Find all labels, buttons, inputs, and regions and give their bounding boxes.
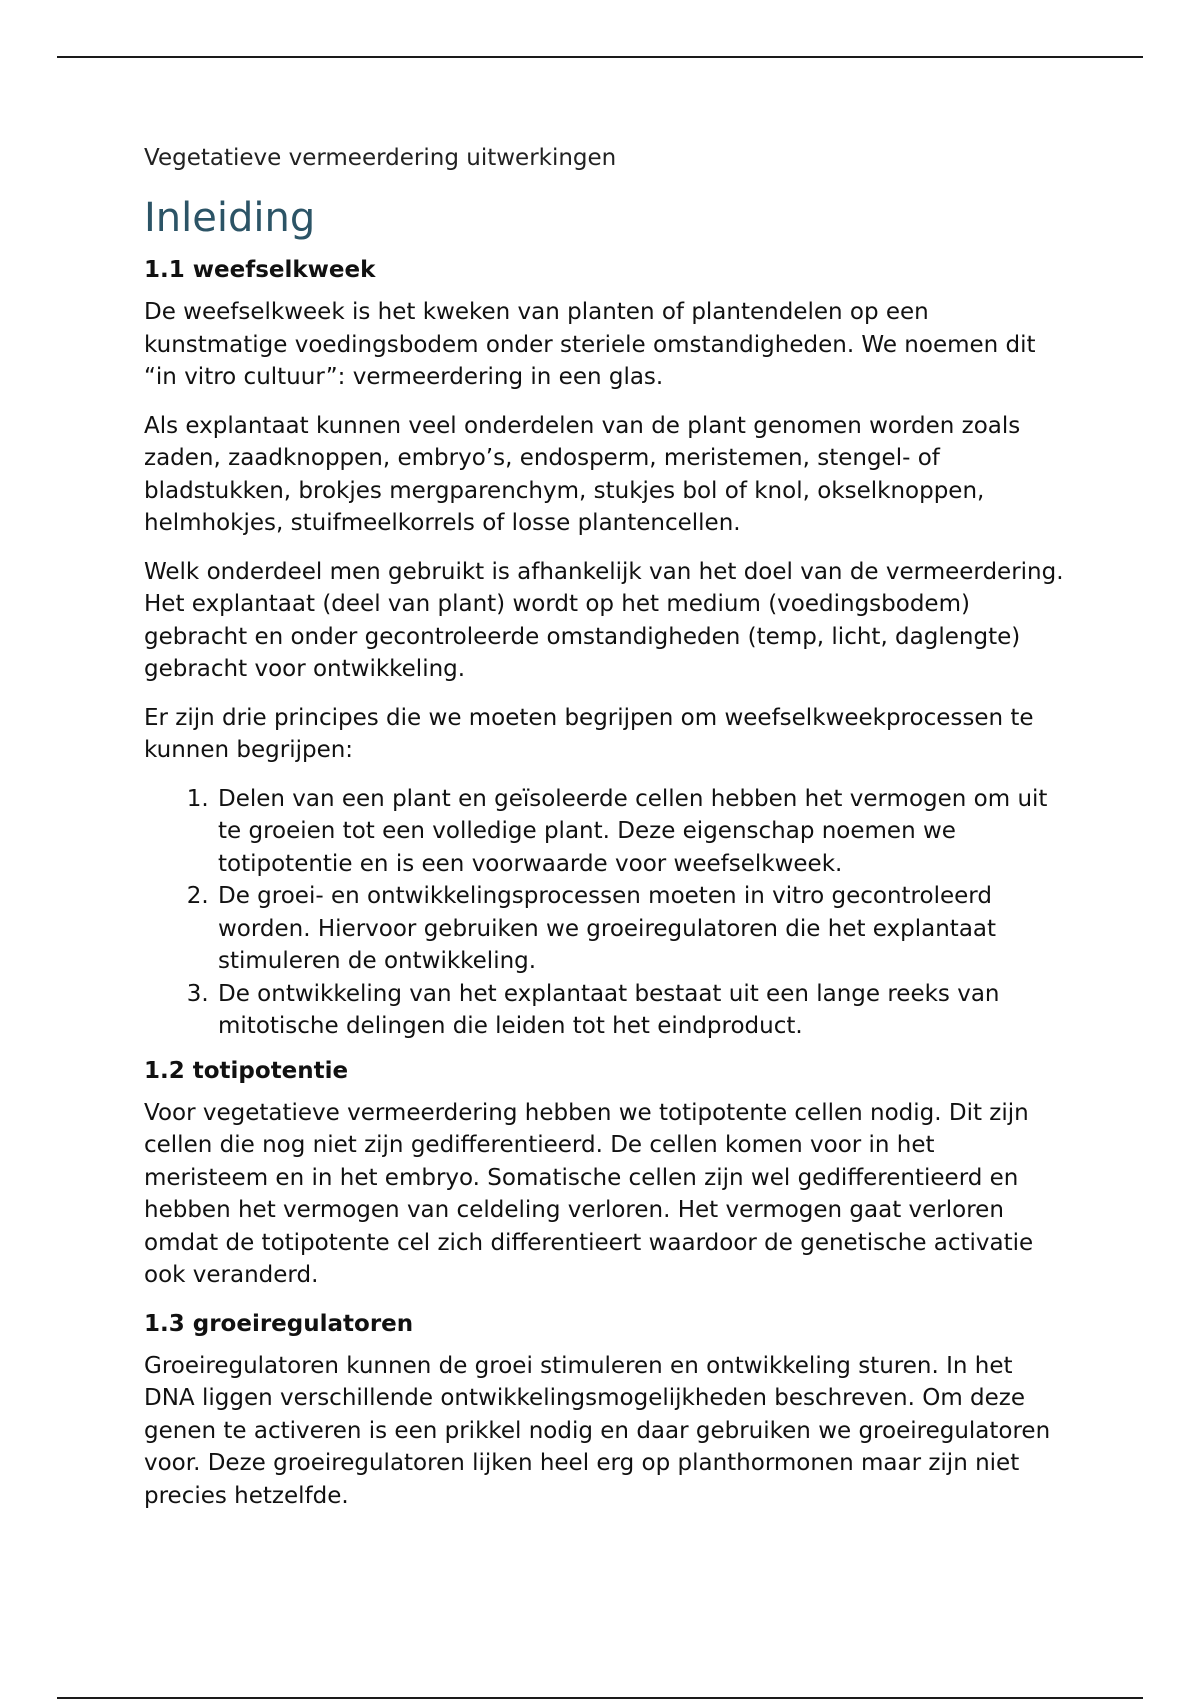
chapter-heading: Inleiding: [144, 195, 316, 241]
list-item: 2. De groei- en ontwikkelingsprocessen moeten in vitro gecontroleerd worden. Hiervoor gebruiken we groeiregulatoren die het explantaat stimuleren de ontwikkeling.: [216, 880, 1064, 978]
paragraph: Welk onderdeel men gebruikt is afhankelijk van het doel van de vermeerdering. Het explantaat (deel van plant) wordt op het medium (voedingsbodem) gebracht en onder gecontroleerde omstandigheden (temp, licht, daglengte) gebracht voor ontwikkeling.: [144, 558, 1064, 682]
section-title: 1.3 groeiregulatoren: [144, 1310, 414, 1337]
list-item: 1. Delen van een plant en geïsoleerde cellen hebben het vermogen om uit te groeien tot een volledige plant. Deze eigenschap noemen we totipotentie en is een voorwaarde voor weefselkweek.: [216, 783, 1064, 881]
footer-rule: [57, 1697, 1143, 1699]
paragraph: Voor vegetatieve vermeerdering hebben we totipotente cellen nodig. Dit zijn cellen die nog niet zijn gedifferentieerd. De cellen komen voor in het meristeem en in het embryo. Somatische cellen zijn wel gedifferentieerd en hebben het vermogen van celdeling verloren. Het vermogen gaat verloren omdat de totipotente cel zich differentieert waardoor de genetische activatie ook veranderd.: [144, 1099, 1034, 1288]
section-weefselkweek: [144, 254, 1064, 1043]
document-title: Vegetatieve vermeerdering uitwerkingen: [144, 145, 617, 171]
list-item: 3. De ontwikkeling van het explantaat bestaat uit een lange reeks van mitotische delingen die leiden tot het eindproduct.: [216, 978, 1064, 1043]
section-groeiregulatoren: [144, 1308, 1064, 1513]
paragraph: De weefselkweek is het kweken van planten of plantendelen op een kunstmatige voedingsbodem onder steriele omstandigheden. We noemen dit “in vitro cultuur”: vermeerdering in een glas.: [144, 299, 1036, 390]
header-rule: [57, 56, 1143, 58]
paragraph: Er zijn drie principes die we moeten begrijpen om weefselkweekprocessen te kunnen begrijpen:: [144, 704, 1034, 763]
document-body: [144, 140, 1064, 1528]
section-totipotentie: [144, 1055, 1064, 1292]
section-title: 1.2 totipotentie: [144, 1057, 349, 1084]
principles-list: [144, 783, 1064, 1043]
paragraph: Groeiregulatoren kunnen de groei stimuleren en ontwikkeling sturen. In het DNA liggen verschillende ontwikkelingsmogelijkheden beschreven. Om deze genen te activeren is een prikkel nodig en daar gebruiken we groeiregulatoren voor. Deze groeiregulatoren lijken heel erg op planthormonen maar zijn niet precies hetzelfde.: [144, 1352, 1051, 1509]
section-title: 1.1 weefselkweek: [144, 257, 376, 283]
paragraph: Als explantaat kunnen veel onderdelen van de plant genomen worden zoals zaden, zaadknoppen, embryo’s, endosperm, meristemen, stengel- of bladstukken, brokjes mergparenchym, stukjes bol of knol, okselknoppen, helmhokjes, stuifmeelkorrels of losse plantencellen.: [144, 412, 1021, 536]
